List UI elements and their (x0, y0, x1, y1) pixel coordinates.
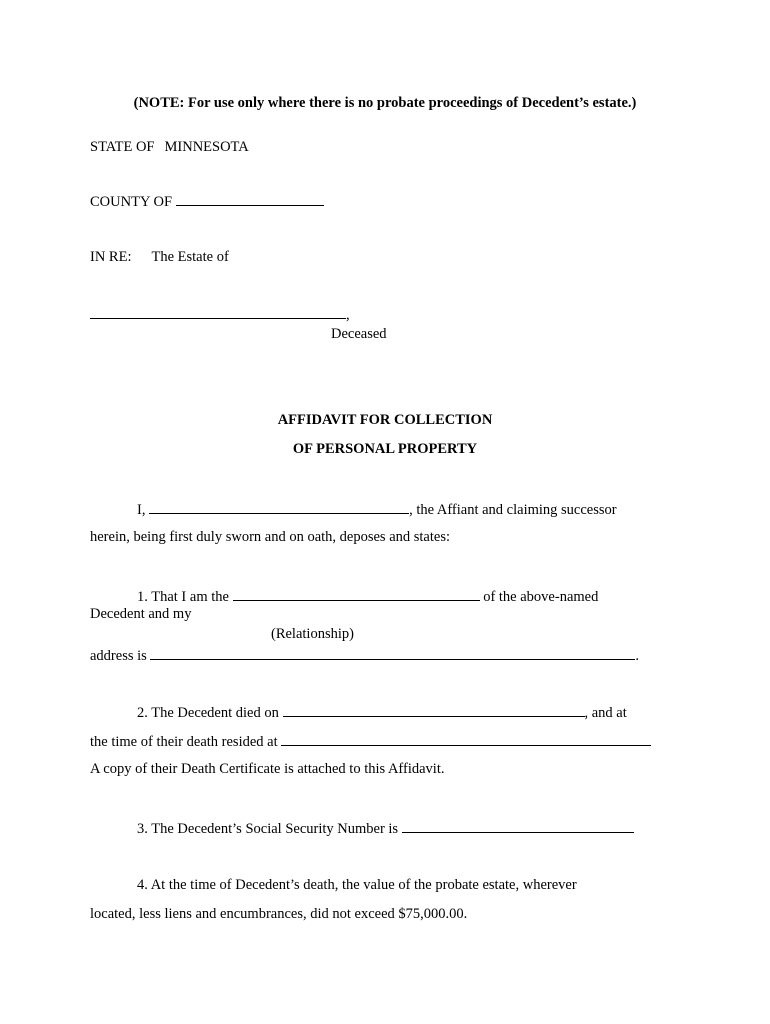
address-label: address is (90, 648, 147, 664)
in-re-line (90, 250, 229, 265)
state-label: STATE OF (90, 139, 155, 155)
note-heading: (NOTE: For use only where there is no probate proceedings of Decedent’s estate.) (133, 95, 637, 111)
title-line-2: OF PERSONAL PROPERTY (292, 441, 478, 457)
title-line-1: AFFIDAVIT FOR COLLECTION (277, 412, 493, 428)
state-value: MINNESOTA (164, 139, 249, 155)
item4-line-2: located, less liens and encumbrances, did not exceed $75,000.00. (90, 906, 468, 922)
item2-line-3: A copy of their Death Certificate is attached to this Affidavit. (90, 761, 445, 777)
ssn-label: 3. The Decedent’s Social Security Number is (137, 821, 399, 837)
county-label: COUNTY OF (90, 194, 173, 210)
intro-suffix: , the Affiant and claiming successor (409, 502, 617, 518)
item1-line-2: Decedent and my (90, 606, 192, 622)
date-of-death-blank[interactable] (283, 704, 585, 717)
deceased-label: Deceased (331, 326, 387, 342)
intro-line-2: herein, being first duly sworn and on oath, deposes and states: (90, 529, 451, 545)
item1-address-line (90, 647, 639, 664)
item3-line (137, 820, 634, 837)
item2-prefix: 2. The Decedent died on (137, 705, 279, 721)
deceased-comma: , (346, 307, 350, 323)
item1-prefix: 1. That I am the (137, 589, 229, 605)
item1-line-1 (137, 588, 598, 605)
address-period: . (635, 648, 640, 664)
ssn-blank[interactable] (402, 820, 634, 833)
county-line (90, 193, 324, 210)
in-re-label: IN RE: (90, 249, 132, 265)
item2-line-1 (137, 704, 627, 721)
item4-line-1: 4. At the time of Decedent’s death, the value of the probate estate, wherever (137, 877, 577, 893)
item2-suffix: , and at (584, 705, 627, 721)
relationship-caption: (Relationship) (271, 626, 354, 642)
relationship-blank[interactable] (233, 588, 480, 601)
residence-blank[interactable] (281, 733, 651, 746)
intro-prefix: I, (137, 502, 146, 518)
state-line (90, 140, 249, 155)
item1-suffix: of the above-named (483, 589, 599, 605)
affiant-name-blank[interactable] (149, 501, 409, 514)
intro-line-1 (137, 501, 617, 518)
item2-line-2 (90, 733, 651, 750)
estate-of-text: The Estate of (151, 249, 229, 265)
county-blank[interactable] (176, 193, 324, 206)
resided-label: the time of their death resided at (90, 734, 278, 750)
deceased-name-blank[interactable] (90, 306, 346, 319)
deceased-name-line (90, 306, 350, 323)
address-blank[interactable] (150, 647, 635, 660)
